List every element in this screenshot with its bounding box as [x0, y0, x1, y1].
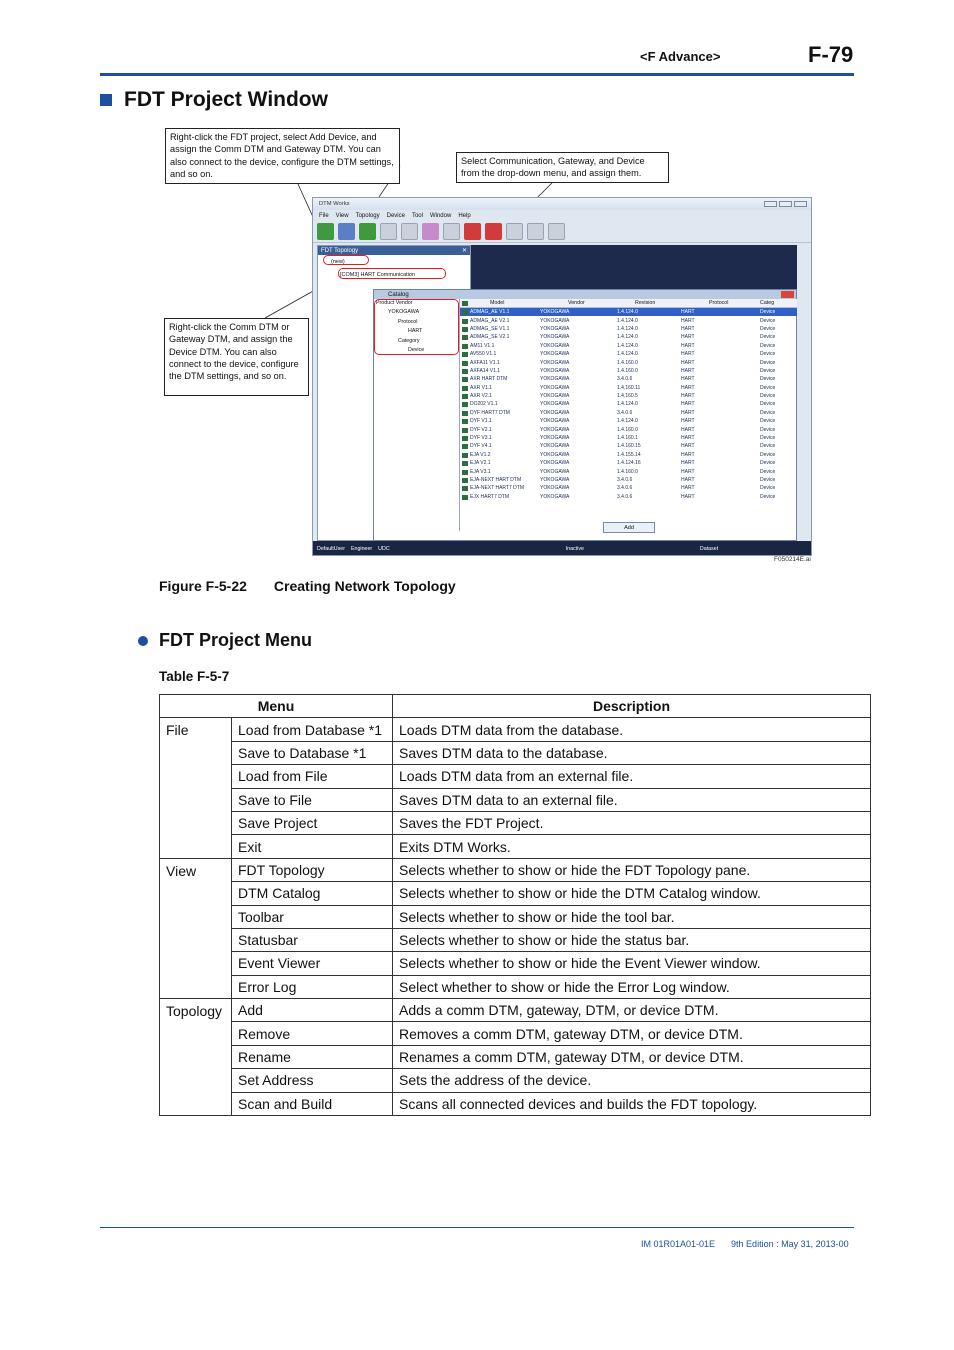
figure	[160, 126, 820, 570]
catalog-cell: Device	[760, 359, 776, 366]
callout-assign-device-dtm: Right-click the Comm DTM or Gateway DTM, and assign the Device DTM. You can also connect to the device, configure the DTM settings, and so on.	[164, 318, 309, 396]
catalog-cell: 1.4.160.0	[617, 426, 638, 433]
menu-description: Renames a comm DTM, gateway DTM, or device DTM.	[393, 1045, 871, 1068]
menu-description: Loads DTM data from an external file.	[393, 765, 871, 788]
status-dataset: Dataset	[699, 545, 719, 552]
catalog-cell: YOKOGAWA	[540, 451, 570, 458]
menu-item: Scan and Build	[232, 1092, 393, 1115]
catalog-cell: Device	[760, 393, 776, 400]
catalog-row[interactable]	[460, 367, 797, 375]
catalog-cell: Device	[760, 477, 776, 483]
catalog-cell: Device	[760, 460, 776, 467]
catalog-cell: YOKOGAWA	[540, 309, 570, 316]
highlight-comm-dtm	[338, 268, 446, 279]
table-row	[160, 811, 871, 834]
header-section-label: <F Advance>	[640, 49, 721, 64]
catalog-cell: AXR HART DTM	[460, 376, 538, 382]
menu-tool[interactable]: Tool	[411, 212, 423, 219]
menu-topology[interactable]: Topology	[355, 212, 380, 219]
statusbar	[313, 541, 812, 556]
menu-item: Load from Database *1	[232, 718, 393, 741]
catalog-cell: EJA V2.1	[460, 460, 538, 466]
menu-description: Loads DTM data from the database.	[393, 718, 871, 741]
catalog-cell: 3.4.0.6	[617, 376, 633, 383]
window-menubar	[313, 210, 811, 221]
menu-item: Remove	[232, 1022, 393, 1045]
catalog-cell: YOKOGAWA	[540, 468, 570, 475]
catalog-cell: Device	[760, 468, 776, 475]
catalog-row[interactable]	[460, 342, 797, 350]
header-description: Description	[393, 695, 871, 718]
menu-description: Saves DTM data to an external file.	[393, 788, 871, 811]
catalog-cell: YOKOGAWA	[540, 325, 570, 332]
table-row	[160, 1069, 871, 1092]
catalog-cell: EJA-NEXT HART DTM	[460, 477, 538, 483]
catalog-cell: 1.4.124.0	[617, 401, 638, 408]
catalog-cell: 1.4.160.5	[617, 393, 638, 400]
catalog-cell: ADMAG_SE V2.1	[460, 334, 538, 340]
menu-item: Event Viewer	[232, 952, 393, 975]
catalog-cell: 1.4.124.0	[617, 334, 638, 341]
catalog-row[interactable]	[460, 434, 797, 442]
catalog-row[interactable]	[460, 417, 797, 425]
menu-group: File	[160, 718, 232, 858]
catalog-cell: YOKOGAWA	[540, 359, 570, 366]
catalog-cell: HART	[681, 468, 695, 475]
menu-description: Removes a comm DTM, gateway DTM, or device DTM.	[393, 1022, 871, 1045]
table-row	[160, 882, 871, 905]
menu-description: Selects whether to show or hide the Event Viewer window.	[393, 952, 871, 975]
vendor-item-hart[interactable]: HART	[408, 328, 423, 334]
window-titlebar	[313, 198, 811, 210]
menu-help[interactable]: Help	[458, 212, 471, 219]
catalog-cell: YOKOGAWA	[540, 435, 570, 442]
col-vendor[interactable]: Vendor	[568, 300, 585, 306]
vendor-item-category[interactable]: Category	[398, 338, 420, 344]
header-menu: Menu	[160, 695, 393, 718]
menu-description: Saves the FDT Project.	[393, 811, 871, 834]
catalog-cell: 1.4.124.0	[617, 351, 638, 358]
add-button[interactable]: Add	[603, 522, 655, 533]
table-row	[160, 765, 871, 788]
tree-item-project[interactable]: (new)	[331, 259, 345, 265]
catalog-cell: 1.4.124.0	[617, 418, 638, 425]
catalog-cell: YOKOGAWA	[540, 317, 570, 324]
disconnect-icon[interactable]	[338, 223, 355, 240]
catalog-cell: Device	[760, 325, 776, 332]
catalog-cell: YOKOGAWA	[540, 342, 570, 349]
catalog-row[interactable]	[460, 425, 797, 433]
window-title: DTM Works	[319, 201, 350, 207]
upload-icon[interactable]	[359, 223, 376, 240]
catalog-row[interactable]	[460, 451, 797, 459]
catalog-cell: Device	[760, 451, 776, 458]
table-row	[160, 905, 871, 928]
catalog-cell: 1.4.124.16	[617, 460, 641, 467]
section-title	[100, 88, 328, 112]
menu-table	[159, 694, 871, 1116]
catalog-row[interactable]	[460, 400, 797, 408]
footer-doc-id: IM 01R01A01-01E	[641, 1239, 716, 1249]
catalog-header	[374, 290, 796, 299]
menu-item: FDT Topology	[232, 858, 393, 881]
catalog-row[interactable]	[460, 308, 797, 316]
col-category[interactable]: Categ	[760, 300, 775, 306]
catalog-cell: YOKOGAWA	[540, 493, 570, 500]
table-row	[160, 1045, 871, 1068]
catalog-cell: YOKOGAWA	[540, 367, 570, 374]
catalog-cell: YOKOGAWA	[540, 384, 570, 391]
vendor-header: Product Vendor	[376, 300, 413, 306]
dtm-catalog-window	[373, 289, 797, 541]
menu-description: Selects whether to show or hide the FDT Topology pane.	[393, 858, 871, 881]
vendor-tree	[374, 299, 460, 531]
catalog-cell: Device	[760, 426, 776, 433]
catalog-cell: EJX HART7 DTM	[460, 494, 538, 500]
figure-caption	[159, 578, 456, 594]
section-title-text: FDT Project Window	[124, 88, 328, 111]
catalog-cell: HART	[681, 451, 695, 458]
catalog-cell: HART	[681, 384, 695, 391]
dtm-catalog-grid	[460, 299, 797, 521]
footer-rule	[100, 1227, 854, 1228]
catalog-cell: HART	[681, 393, 695, 400]
catalog-title: Catalog	[388, 291, 409, 298]
online-param-icon[interactable]	[401, 223, 418, 240]
menu-description: Scans all connected devices and builds the FDT topology.	[393, 1092, 871, 1115]
menu-description: Selects whether to show or hide the status bar.	[393, 928, 871, 951]
function-icon[interactable]	[443, 223, 460, 240]
catalog-cell: 1.4.160.0	[617, 359, 638, 366]
catalog-cell: HART	[681, 351, 695, 358]
catalog-cell: HART	[681, 418, 695, 425]
figure-id: F050214E.ai	[774, 556, 811, 563]
table-row	[160, 952, 871, 975]
catalog-cell: HART	[681, 485, 695, 492]
catalog-cell: 1.4.124.0	[617, 317, 638, 324]
catalog-cell: DYF HART7 DTM	[460, 410, 538, 416]
catalog-cell: 3.4.0.6	[617, 477, 633, 483]
menu-description: Adds a comm DTM, gateway, DTM, or device DTM.	[393, 999, 871, 1022]
close-icon[interactable]	[794, 201, 807, 207]
catalog-cell: AV550 V1.1	[460, 351, 538, 357]
catalog-row[interactable]	[460, 375, 797, 383]
catalog-cell: ADMAG_AE V1.1	[460, 309, 538, 315]
col-protocol[interactable]: Protocol	[709, 300, 729, 306]
menu-item: Save to Database *1	[232, 741, 393, 764]
catalog-cell: EJA-NEXT HART7 DTM	[460, 485, 538, 491]
minimize-icon[interactable]	[764, 201, 777, 207]
catalog-cell: Device	[760, 418, 776, 425]
catalog-cell: Device	[760, 351, 776, 358]
catalog-cell: 1.4.160.1	[617, 435, 638, 442]
catalog-cell: Device	[760, 443, 776, 450]
tree-item-comm-dtm[interactable]: [COM3] HART Communication	[340, 272, 415, 278]
catalog-cell: YOKOGAWA	[540, 376, 570, 383]
subsection-title	[138, 630, 312, 651]
catalog-row[interactable]	[460, 459, 797, 467]
catalog-row[interactable]	[460, 316, 797, 324]
menu-item: Rename	[232, 1045, 393, 1068]
catalog-cell: Device	[760, 309, 776, 316]
callout-dropdown: Select Communication, Gateway, and Device from the drop-down menu, and assign them.	[456, 152, 669, 183]
menu-group: Topology	[160, 999, 232, 1116]
catalog-row[interactable]	[460, 384, 797, 392]
catalog-cell: Device	[760, 435, 776, 442]
menu-device[interactable]: Device	[386, 212, 405, 219]
highlight-project	[323, 255, 369, 265]
catalog-cell: ADMAG_SE V1.1	[460, 326, 538, 332]
menu-description: Sets the address of the device.	[393, 1069, 871, 1092]
catalog-cell: HART	[681, 409, 695, 416]
menu-table-body	[160, 718, 871, 1116]
menu-item: Save Project	[232, 811, 393, 834]
download-icon[interactable]	[380, 223, 397, 240]
catalog-cell: YOKOGAWA	[540, 409, 570, 416]
table-row	[160, 999, 871, 1022]
circle-bullet-icon	[138, 636, 148, 646]
catalog-cell: DO202 V1.1	[460, 401, 538, 407]
square-bullet-icon	[100, 94, 112, 106]
catalog-cell: YOKOGAWA	[540, 401, 570, 408]
menu-description: Selects whether to show or hide the DTM Catalog window.	[393, 882, 871, 905]
menu-description: Selects whether to show or hide the tool bar.	[393, 905, 871, 928]
catalog-cell: HART	[681, 367, 695, 374]
menu-item: Set Address	[232, 1069, 393, 1092]
catalog-cell: EJA V1.2	[460, 452, 538, 458]
catalog-cell: Device	[760, 485, 776, 492]
table-label: Table F-5-7	[159, 669, 230, 684]
maximize-icon[interactable]	[779, 201, 792, 207]
page-number: F-79	[808, 42, 854, 67]
table-row	[160, 1092, 871, 1115]
catalog-cell: HART	[681, 334, 695, 341]
catalog-cell: YOKOGAWA	[540, 426, 570, 433]
catalog-row[interactable]	[460, 476, 797, 484]
catalog-cell: AXFA11 V1.1	[460, 360, 538, 366]
remove-device-icon[interactable]	[485, 223, 502, 240]
catalog-cell: 1.4.124.0	[617, 309, 638, 316]
vendor-item-protocol[interactable]: Protocol	[398, 319, 418, 325]
catalog-cell: HART	[681, 435, 695, 442]
col-model[interactable]: Model	[460, 300, 538, 306]
table-row	[160, 788, 871, 811]
vendor-item-device[interactable]: Device	[408, 347, 425, 353]
catalog-row[interactable]	[460, 467, 797, 475]
subsection-title-text: FDT Project Menu	[159, 630, 313, 650]
catalog-cell: 1.4.160.11	[617, 384, 641, 391]
catalog-cell: Device	[760, 493, 776, 500]
table-row	[160, 718, 871, 741]
table-row	[160, 928, 871, 951]
catalog-cell: AXR V1.1	[460, 385, 538, 391]
catalog-cell: AM11 V1.1	[460, 343, 538, 349]
catalog-cell: HART	[681, 317, 695, 324]
catalog-cell: HART	[681, 309, 695, 316]
catalog-cell: HART	[681, 426, 695, 433]
menu-item: Exit	[232, 835, 393, 858]
highlight-vendor-tree	[374, 299, 459, 355]
table-row	[160, 835, 871, 858]
table-row	[160, 1022, 871, 1045]
close-catalog-icon[interactable]	[781, 291, 794, 298]
menu-description: Exits DTM Works.	[393, 835, 871, 858]
connect-icon[interactable]	[317, 223, 334, 240]
catalog-cell: Device	[760, 334, 776, 341]
catalog-row[interactable]	[460, 409, 797, 417]
status-state: Inactive	[565, 545, 584, 552]
menu-group: View	[160, 858, 232, 998]
catalog-cell: YOKOGAWA	[540, 334, 570, 341]
catalog-cell: 3.4.0.6	[617, 409, 633, 416]
catalog-cell: HART	[681, 401, 695, 408]
catalog-cell: HART	[681, 460, 695, 467]
caption-text: Creating Network Topology	[273, 578, 456, 594]
view-icon[interactable]	[548, 223, 565, 240]
catalog-cell: Device	[760, 367, 776, 374]
catalog-cell: HART	[681, 342, 695, 349]
catalog-cell: 1.4.155.14	[617, 451, 641, 458]
catalog-row[interactable]	[460, 333, 797, 341]
catalog-cell: YOKOGAWA	[540, 393, 570, 400]
catalog-cell: HART	[681, 477, 695, 483]
table-row	[160, 741, 871, 764]
caption-number: Figure F-5-22	[159, 578, 247, 594]
menu-description: Select whether to show or hide the Error Log window.	[393, 975, 871, 998]
catalog-cell: 3.4.0.6	[617, 493, 633, 500]
menu-view[interactable]: View	[335, 212, 349, 219]
catalog-cell: HART	[681, 359, 695, 366]
footer-edition: 9th Edition : May 31, 2013-00	[731, 1239, 849, 1249]
catalog-cell: 1.4.124.0	[617, 325, 638, 332]
catalog-cell: 1.4.160.0	[617, 367, 638, 374]
menu-item: Error Log	[232, 975, 393, 998]
catalog-row[interactable]	[460, 442, 797, 450]
catalog-cell: YOKOGAWA	[540, 351, 570, 358]
catalog-cell: YOKOGAWA	[540, 418, 570, 425]
close-pane-icon[interactable]: ✕	[461, 248, 467, 254]
tool-dropdown-icon[interactable]	[506, 223, 523, 240]
menu-item: Save to File	[232, 788, 393, 811]
catalog-cell: DYF V1.1	[460, 418, 538, 424]
window-toolbar	[313, 221, 811, 243]
catalog-row[interactable]	[460, 325, 797, 333]
catalog-cell: HART	[681, 443, 695, 450]
export-icon[interactable]	[527, 223, 544, 240]
callout-add-device: Right-click the FDT project, select Add Device, and assign the Comm DTM and Gateway DTM. You can also connect to the device, configure the DTM settings, and so on.	[165, 128, 400, 184]
menu-description: Saves DTM data to the database.	[393, 741, 871, 764]
catalog-cell: YOKOGAWA	[540, 460, 570, 467]
catalog-row[interactable]	[460, 493, 797, 501]
catalog-cell: HART	[681, 376, 695, 383]
status-udc: UDC	[378, 545, 390, 552]
catalog-cell: Device	[760, 317, 776, 324]
catalog-cell: 1.4.124.0	[617, 342, 638, 349]
catalog-cell: ADMAG_AE V2.1	[460, 318, 538, 324]
menu-file[interactable]: File	[319, 212, 329, 219]
catalog-cell: Device	[760, 384, 776, 391]
status-role: Engineer	[350, 545, 373, 552]
catalog-row[interactable]	[460, 350, 797, 358]
catalog-cell: DYF V2.1	[460, 427, 538, 433]
catalog-cell: HART	[681, 325, 695, 332]
grid-header	[460, 299, 797, 308]
dtm-works-window	[312, 197, 812, 556]
topology-pane-title: FDT Topology	[321, 247, 359, 254]
catalog-cell: 1.4.160.0	[617, 468, 638, 475]
catalog-cell: 3.4.0.6	[617, 485, 633, 492]
catalog-row[interactable]	[460, 358, 797, 366]
menu-item: DTM Catalog	[232, 882, 393, 905]
catalog-cell: EJA V3.1	[460, 469, 538, 475]
status-user: DefaultUser	[317, 545, 345, 552]
catalog-cell: HART	[681, 493, 695, 500]
offline-param-icon[interactable]	[422, 223, 439, 240]
menu-window[interactable]: Window	[429, 212, 452, 219]
footer	[641, 1239, 849, 1249]
catalog-cell: Device	[760, 342, 776, 349]
table-row	[160, 858, 871, 881]
menu-item: Statusbar	[232, 928, 393, 951]
catalog-cell: 1.4.160.15	[617, 443, 641, 450]
catalog-cell: DYF V4.1	[460, 443, 538, 449]
header-rule	[100, 73, 854, 76]
catalog-cell: YOKOGAWA	[540, 443, 570, 450]
catalog-cell: Device	[760, 409, 776, 416]
catalog-cell: AXR V2.1	[460, 393, 538, 399]
catalog-cell: AXFA14 V1.1	[460, 368, 538, 374]
workspace	[317, 245, 797, 541]
catalog-row[interactable]	[460, 392, 797, 400]
menu-item: Add	[232, 999, 393, 1022]
catalog-cell: YOKOGAWA	[540, 477, 570, 483]
vendor-item-yokogawa[interactable]: YOKOGAWA	[388, 309, 420, 315]
menu-item: Toolbar	[232, 905, 393, 928]
add-device-icon[interactable]	[464, 223, 481, 240]
table-row	[160, 975, 871, 998]
menu-item: Load from File	[232, 765, 393, 788]
catalog-cell: YOKOGAWA	[540, 485, 570, 492]
col-revision[interactable]: Revision	[635, 300, 656, 306]
catalog-row[interactable]	[460, 484, 797, 492]
catalog-cell: Device	[760, 401, 776, 408]
catalog-cell: Device	[760, 376, 776, 383]
topology-pane-header	[318, 246, 470, 255]
grid-rows	[460, 308, 797, 501]
catalog-cell: DYF V3.1	[460, 435, 538, 441]
